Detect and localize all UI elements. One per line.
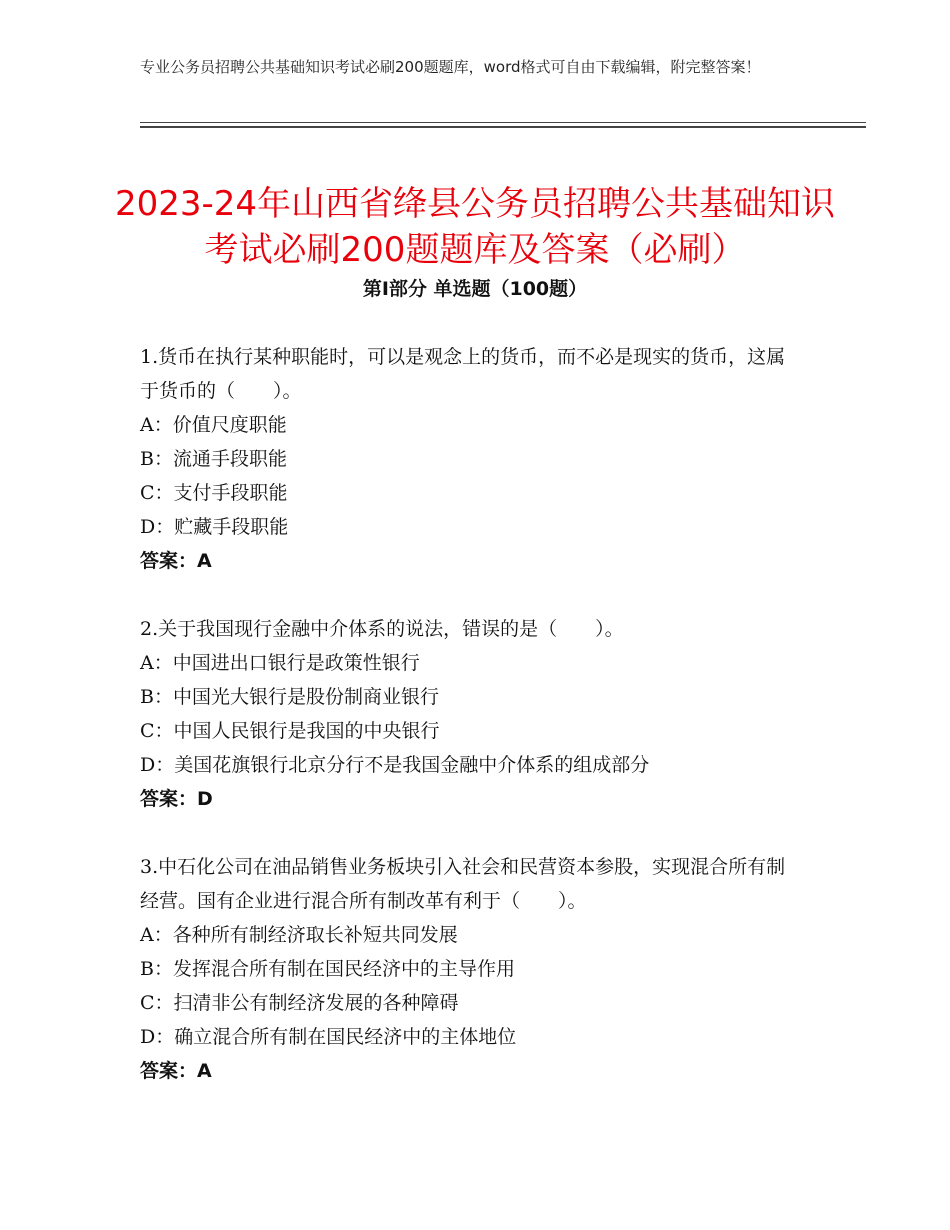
- option-d: D：确立混合所有制在国民经济中的主体地位: [140, 1026, 517, 1048]
- option-c: C：中国人民银行是我国的中央银行: [140, 720, 440, 742]
- question-list: [140, 340, 800, 1122]
- question-2: [140, 612, 800, 816]
- question-stem: 1.货币在执行某种职能时，可以是观念上的货币，而不必是现实的货币，这属于货币的（ ）。: [140, 346, 786, 402]
- question-1: [140, 340, 800, 578]
- answer: 答案：D: [140, 788, 213, 810]
- section-heading: 第Ⅰ部分 单选题（100题）: [362, 278, 588, 300]
- option-a: A：中国进出口银行是政策性银行: [140, 652, 420, 674]
- answer: 答案：A: [140, 1060, 212, 1082]
- option-c: C：支付手段职能: [140, 482, 288, 504]
- question-stem: 3.中石化公司在油品销售业务板块引入社会和民营资本参股，实现混合所有制经营。国有企业进行混合所有制改革有利于（ ）。: [140, 856, 786, 912]
- option-d: D：美国花旗银行北京分行不是我国金融中介体系的组成部分: [140, 754, 650, 776]
- header-note: 专业公务员招聘公共基础知识考试必刷200题题库，word格式可自由下载编辑，附完整答案！: [140, 58, 761, 76]
- document-title: 2023-24年山西省绛县公务员招聘公共基础知识考试必刷200题题库及答案（必刷）: [114, 183, 836, 270]
- header-divider-thick: [140, 126, 866, 128]
- answer: 答案：A: [140, 550, 212, 572]
- question-stem: 2.关于我国现行金融中介体系的说法，错误的是（ ）。: [140, 618, 624, 640]
- option-d: D：贮藏手段职能: [140, 516, 289, 538]
- option-a: A：价值尺度职能: [140, 414, 287, 436]
- option-b: B：流通手段职能: [140, 448, 287, 470]
- option-b: B：中国光大银行是股份制商业银行: [140, 686, 439, 708]
- option-c: C：扫清非公有制经济发展的各种障碍: [140, 992, 459, 1014]
- header-divider-thin: [140, 122, 866, 123]
- option-a: A：各种所有制经济取长补短共同发展: [140, 924, 458, 946]
- question-3: [140, 850, 800, 1088]
- option-b: B：发挥混合所有制在国民经济中的主导作用: [140, 958, 515, 980]
